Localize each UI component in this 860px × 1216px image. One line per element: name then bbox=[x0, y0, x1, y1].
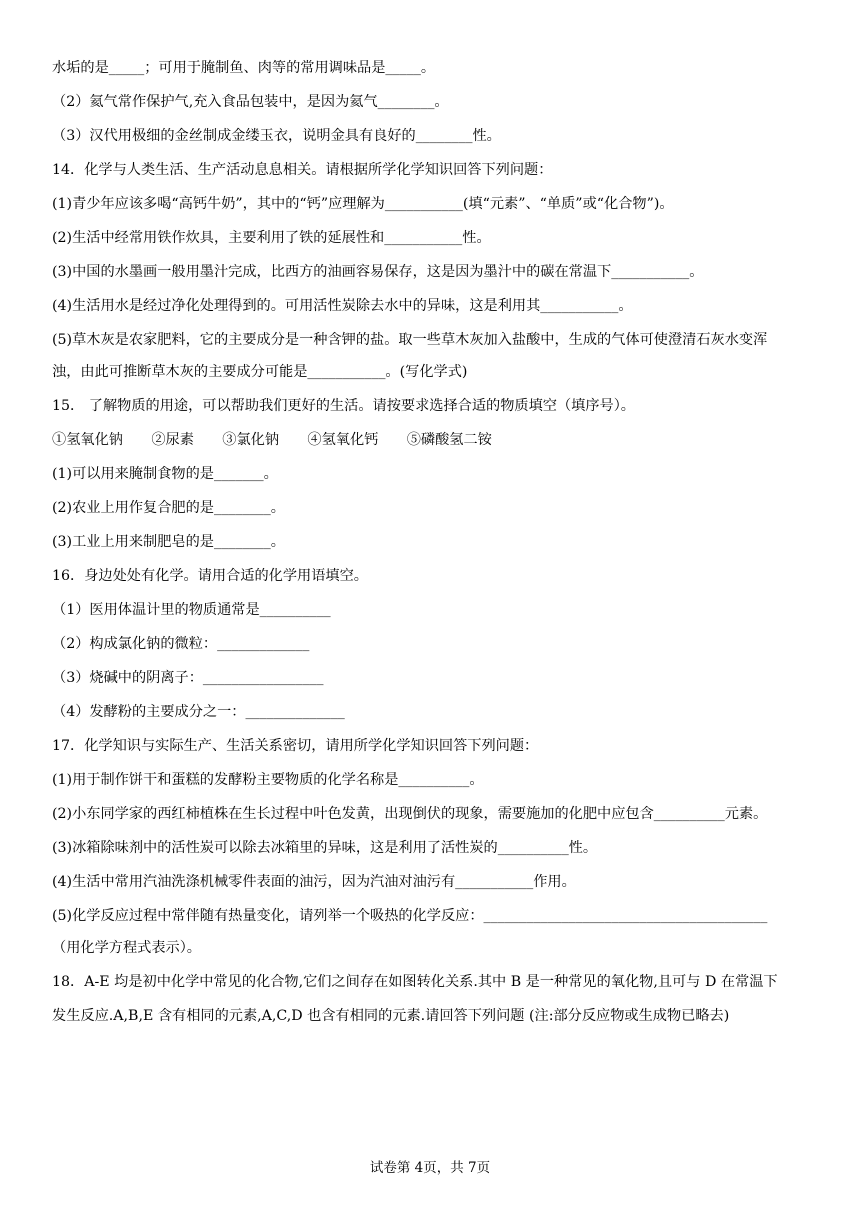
text-line: (3)中国的水墨画一般用墨汁完成，比西方的油画容易保存，这是因为墨汁中的碳在常温下___________。 bbox=[52, 264, 704, 280]
question-14-heading: 14．化学与人类生活、生产活动息息相关。请根据所学化学知识回答下列问题： bbox=[52, 162, 553, 178]
text-line: 发生反应.A,B,E 含有相同的元素,A,C,D 也含有相同的元素.请回答下列问题 (注:部分反应物或生成物已略去) bbox=[52, 1008, 730, 1024]
text-line: （4）发酵粉的主要成分之一：______________ bbox=[52, 704, 345, 720]
text-line: (1)用于制作饼干和蛋糕的发酵粉主要物质的化学名称是__________。 bbox=[52, 772, 484, 788]
text-line: （用化学方程式表示）。 bbox=[52, 940, 201, 956]
text-line: 水垢的是_____；可用于腌制鱼、肉等的常用调味品是_____。 bbox=[52, 60, 436, 76]
text-line: (2)小东同学家的西红柿植株在生长过程中叶色发黄，出现倒伏的现象，需要施加的化肥中应包含__________元素。 bbox=[52, 806, 768, 822]
text-line: （2）氦气常作保护气,充入食品包装中，是因为氦气________。 bbox=[52, 94, 449, 110]
text-line: (5)草木灰是农家肥料，它的主要成分是一种含钾的盐。取一些草木灰加入盐酸中，生成的气体可使澄清石灰水变浑 bbox=[52, 332, 768, 348]
text-line: （2）构成氯化钠的微粒：_____________ bbox=[52, 636, 310, 652]
text-line: (4)生活中常用汽油洗涤机械零件表面的油污，因为汽油对油污有___________作用。 bbox=[52, 874, 576, 890]
question-15-heading: 15． 了解物质的用途，可以帮助我们更好的生活。请按要求选择合适的物质填空（填序号）。 bbox=[52, 398, 635, 414]
text-line: (3)工业上用来制肥皂的是________。 bbox=[52, 534, 285, 550]
text-line: （3）烧碱中的阴离子：_________________ bbox=[52, 670, 324, 686]
text-line: （1）医用体温计里的物质通常是__________ bbox=[52, 602, 331, 618]
text-line: (5)化学反应过程中常伴随有热量变化，请列举一个吸热的化学反应：________________________________________ bbox=[52, 908, 768, 924]
text-line: (3)冰箱除味剂中的活性炭可以除去冰箱里的异味，这是利用了活性炭的__________性。 bbox=[52, 840, 598, 856]
question-18-heading: 18．A-E 均是初中化学中常见的化合物,它们之间存在如图转化关系.其中 B 是一种常见的氧化物,且可与 D 在常温下 bbox=[52, 974, 778, 990]
options-line: ①氢氧化钠 ②尿素 ③氯化钠 ④氢氧化钙 ⑤磷酸氢二铵 bbox=[52, 432, 492, 448]
question-17-heading: 17．化学知识与实际生产、生活关系密切，请用所学化学知识回答下列问题： bbox=[52, 738, 539, 754]
question-16-heading: 16．身边处处有化学。请用合适的化学用语填空。 bbox=[52, 568, 368, 584]
page-footer: 试卷第 4页，共 7页 bbox=[369, 1160, 491, 1176]
text-line: (4)生活用水是经过净化处理得到的。可用活性炭除去水中的异味，这是利用其___________。 bbox=[52, 298, 633, 314]
text-line: (1)青少年应该多喝“高钙牛奶”，其中的“钙”应理解为___________(填“元素”、“单质”或“化合物”)。 bbox=[52, 196, 674, 212]
text-line: (2)农业上用作复合肥的是________。 bbox=[52, 500, 285, 516]
text-line: (2)生活中经常用铁作炊具，主要利用了铁的延展性和___________性。 bbox=[52, 230, 491, 246]
text-line: （3）汉代用极细的金丝制成金缕玉衣，说明金具有良好的________性。 bbox=[52, 128, 501, 144]
text-line: (1)可以用来腌制食物的是_______。 bbox=[52, 466, 278, 482]
text-line: 浊，由此可推断草木灰的主要成分可能是___________。(写化学式) bbox=[52, 364, 468, 380]
